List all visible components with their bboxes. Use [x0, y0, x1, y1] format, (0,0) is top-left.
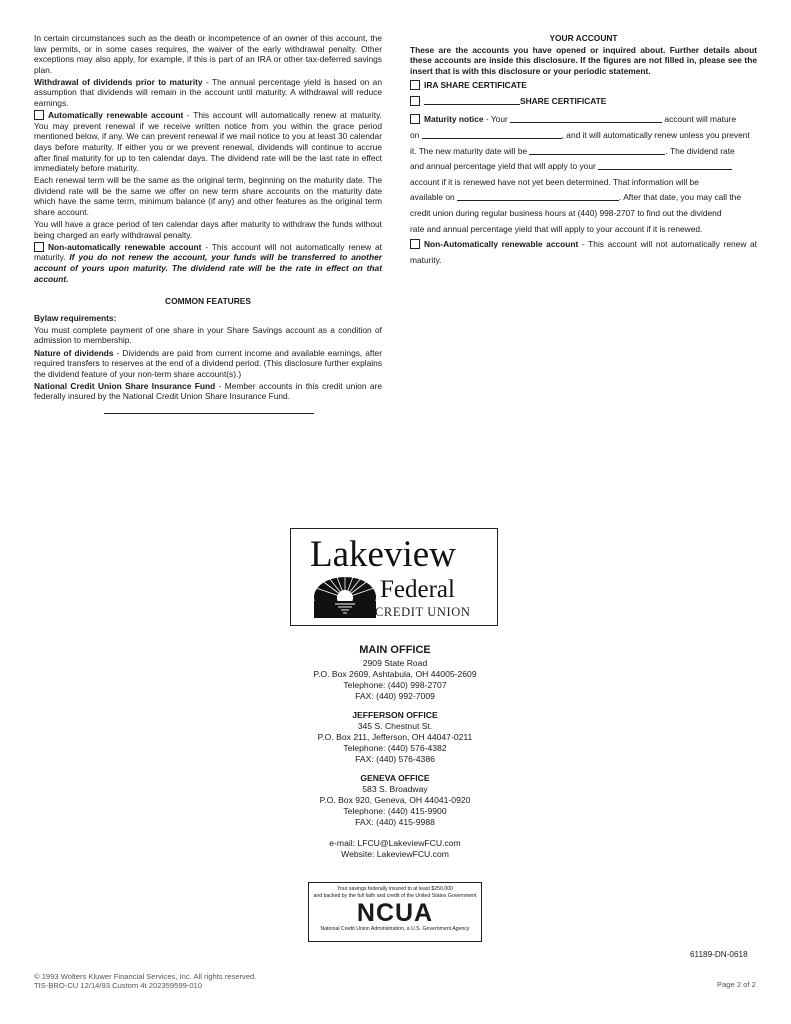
grace-period-paragraph: You will have a grace period of ten calendar days after maturity to withdraw the funds without being charged an early withdrawal penalty.: [34, 219, 382, 240]
ira-share-certificate-row: [410, 80, 757, 92]
non-auto-renew-text: - This account will not automatically renew at maturity.: [34, 241, 382, 263]
ncua-insurance-badge: [308, 882, 482, 942]
non-automatic-heading: Non-Automatically renewable account: [424, 239, 579, 250]
nature-dividends-paragraph: [34, 348, 382, 380]
footer-copyright-block: [34, 972, 256, 990]
geneva-office-po-box: P.O. Box 920, Geneva, OH 44041-0920: [319, 795, 471, 805]
nature-dividends-text: - Dividends are paid from current income and available earnings, after required transfers to reserves at the end of a dividend period. (This disclosure further explains the dividend feature of your non-term share account(s).): [34, 347, 382, 379]
maturity-date-blank[interactable]: [422, 130, 562, 139]
logo-name: Lakeview: [310, 534, 456, 575]
section-divider: [104, 413, 314, 414]
ncua-logo-text: NCUA: [356, 899, 434, 928]
jefferson-office-heading: JEFFERSON OFFICE: [352, 710, 438, 720]
maturity-notice-checkbox[interactable]: [410, 114, 420, 124]
ncua-insured-line: Your savings federally insured to at least $250,000: [336, 886, 454, 892]
bylaw-heading: Bylaw requirements:: [34, 312, 117, 323]
logo-federal: Federal: [380, 576, 455, 603]
common-features-heading: COMMON FEATURES: [165, 296, 251, 307]
ira-share-label: IRA SHARE CERTIFICATE: [424, 80, 527, 91]
main-office-heading: MAIN OFFICE: [359, 644, 431, 656]
your-account-heading: YOUR ACCOUNT: [549, 33, 618, 43]
renewal-term-paragraph: Each renewal term will be the same as the original term, beginning on the maturity date. The dividend rate will be the same we offer on new term share accounts on the maturity date which have the same term, minimum balance (if any) and other features as the original term share account.: [34, 175, 382, 217]
tis-code-line: TIS-BRO-CU 12/14/93 Custom 4t 202359599-010: [34, 981, 202, 990]
renewed-account-blank[interactable]: [598, 161, 732, 170]
lakeview-logo: [290, 528, 498, 626]
nature-dividends-heading: Nature of dividends: [34, 347, 114, 358]
share-certificate-blank[interactable]: [424, 96, 520, 105]
your-account-intro: These are the accounts you have opened or inquired about. Further details about these accounts are inside this disclosure. If the figures are not filled in, please see the insert that is with this disclosure or your periodic statement.: [410, 44, 757, 76]
maturity-text-6: . The dividend rate: [665, 145, 735, 156]
waiver-paragraph: In certain circumstances such as the death or incompetence of an owner of this account, the law permits, or in some cases requires, the waiver of the early withdrawal penalty. Other exceptions may also apply, for example, if this is part of an IRA or other tax-deferred savings plan.: [34, 33, 382, 75]
rate-available-date-blank[interactable]: [457, 192, 619, 201]
maturity-text-11: credit union during regular business hours at (440) 998-2707 to find out the dividend: [410, 207, 722, 218]
sun-lake-icon: [313, 576, 377, 618]
bylaw-paragraph: You must complete payment of one share in your Share Savings account as a condition of admission to membership.: [34, 324, 382, 346]
ncusif-heading: National Credit Union Share Insurance Fund: [34, 380, 216, 391]
auto-renew-checkbox[interactable]: [34, 110, 44, 120]
account-type-blank[interactable]: [510, 114, 662, 123]
withdrawal-dividends-paragraph: [34, 77, 382, 109]
withdrawal-dividends-heading: Withdrawal of dividends prior to maturity: [34, 76, 203, 87]
office-locations: [250, 645, 540, 860]
website-contact: Website: LakeviewFCU.com: [341, 849, 449, 859]
maturity-text-1: - Your: [483, 114, 511, 125]
ncusif-paragraph: [34, 381, 382, 402]
non-automatic-text: - This account will not automatically renew at maturity.: [410, 239, 757, 265]
main-office-po-box: P.O. Box 2609, Ashtabula, OH 44005-2609: [313, 669, 477, 679]
logo-credit-union: CREDIT UNION: [375, 605, 471, 619]
copyright-line: © 1993 Wolters Kluwer Financial Services, Inc. All rights reserved.: [34, 972, 257, 981]
geneva-office-heading: GENEVA OFFICE: [360, 773, 430, 783]
left-column: [34, 33, 382, 414]
auto-renew-paragraph: [34, 110, 382, 174]
share-certificate-label: SHARE CERTIFICATE: [520, 96, 607, 107]
non-auto-renew-checkbox[interactable]: [34, 242, 44, 252]
main-office-address: 2909 State Road: [362, 658, 428, 668]
jefferson-office-phone: Telephone: (440) 576-4382: [343, 743, 447, 753]
maturity-text-5: it. The new maturity date will be: [410, 145, 530, 156]
share-certificate-checkbox[interactable]: [410, 96, 420, 106]
geneva-office-phone: Telephone: (440) 415-9900: [343, 806, 447, 816]
geneva-office-address: 583 S. Broadway: [362, 784, 428, 794]
ncua-backed-line: and backed by the full faith and credit of the United States Government: [313, 892, 477, 899]
non-auto-renew-paragraph: [34, 242, 382, 284]
withdrawal-dividends-text: - The annual percentage yield is based on an assumption that dividends will remain in the account until maturity. A withdrawal will reduce earnings.: [34, 76, 382, 109]
jefferson-office-address: 345 S. Chestnut St.: [357, 721, 433, 731]
non-auto-renew-heading: Non-automatically renewable account: [48, 241, 202, 252]
jefferson-office-fax: FAX: (440) 576-4386: [355, 754, 435, 764]
maturity-text-8: account if it is renewed have not yet been determined. That information will be: [410, 176, 699, 187]
maturity-notice-block: [410, 112, 757, 268]
ncua-agency-line: National Credit Union Administration, a U.S. Government Agency: [320, 926, 470, 933]
non-automatic-checkbox[interactable]: [410, 239, 420, 249]
new-maturity-date-blank[interactable]: [529, 146, 665, 155]
auto-renew-text: - This account will automatically renew at maturity. You may prevent renewal if we receive written notice from you within the grace period mentioned below, if any. We can prevent renewal if we mail notice to you at least 30 calendar days before maturity. If either you or we prevent renewal, dividends will continue to accrue after final maturity for up to ten calendar days. The dividend rate will be the last rate in effect immediately before maturity.: [34, 110, 382, 174]
ira-share-checkbox[interactable]: [410, 80, 420, 90]
geneva-office-fax: FAX: (440) 415-9988: [355, 817, 435, 827]
maturity-text-7: and annual percentage yield that will apply to your: [410, 161, 599, 172]
main-office-phone: Telephone: (440) 998-2707: [343, 680, 447, 690]
maturity-text-10: . After that date, you may call the: [619, 192, 741, 203]
email-contact: e-mail: LFCU@LakeviewFCU.com: [329, 838, 461, 848]
form-code: 61189-DN-0618: [690, 950, 748, 959]
page-number: Page 2 of 2: [717, 980, 756, 989]
non-auto-renew-emphasis: If you do not renew the account, your funds will be transferred to another account of yours upon maturity. The dividend rate will be the rate in effect on that account.: [34, 252, 382, 284]
maturity-text-3: on: [410, 129, 422, 140]
auto-renew-heading: Automatically renewable account: [48, 110, 184, 121]
maturity-text-9: available on: [410, 192, 458, 203]
ncusif-text: - Member accounts in this credit union are federally insured by the National Credit Union Share Insurance Fund.: [34, 380, 382, 402]
maturity-text-4: , and it will automatically renew unless you prevent: [561, 129, 750, 140]
maturity-text-2: account will mature: [662, 114, 737, 125]
maturity-text-12: rate and annual percentage yield that will apply to your account if it is renewed.: [410, 223, 703, 234]
share-certificate-row: [410, 96, 757, 108]
jefferson-office-po-box: P.O. Box 211, Jefferson, OH 44047-0211: [317, 732, 473, 742]
main-office-fax: FAX: (440) 992-7009: [355, 691, 435, 701]
maturity-notice-heading: Maturity notice: [424, 114, 484, 125]
your-account-section: [410, 33, 757, 268]
